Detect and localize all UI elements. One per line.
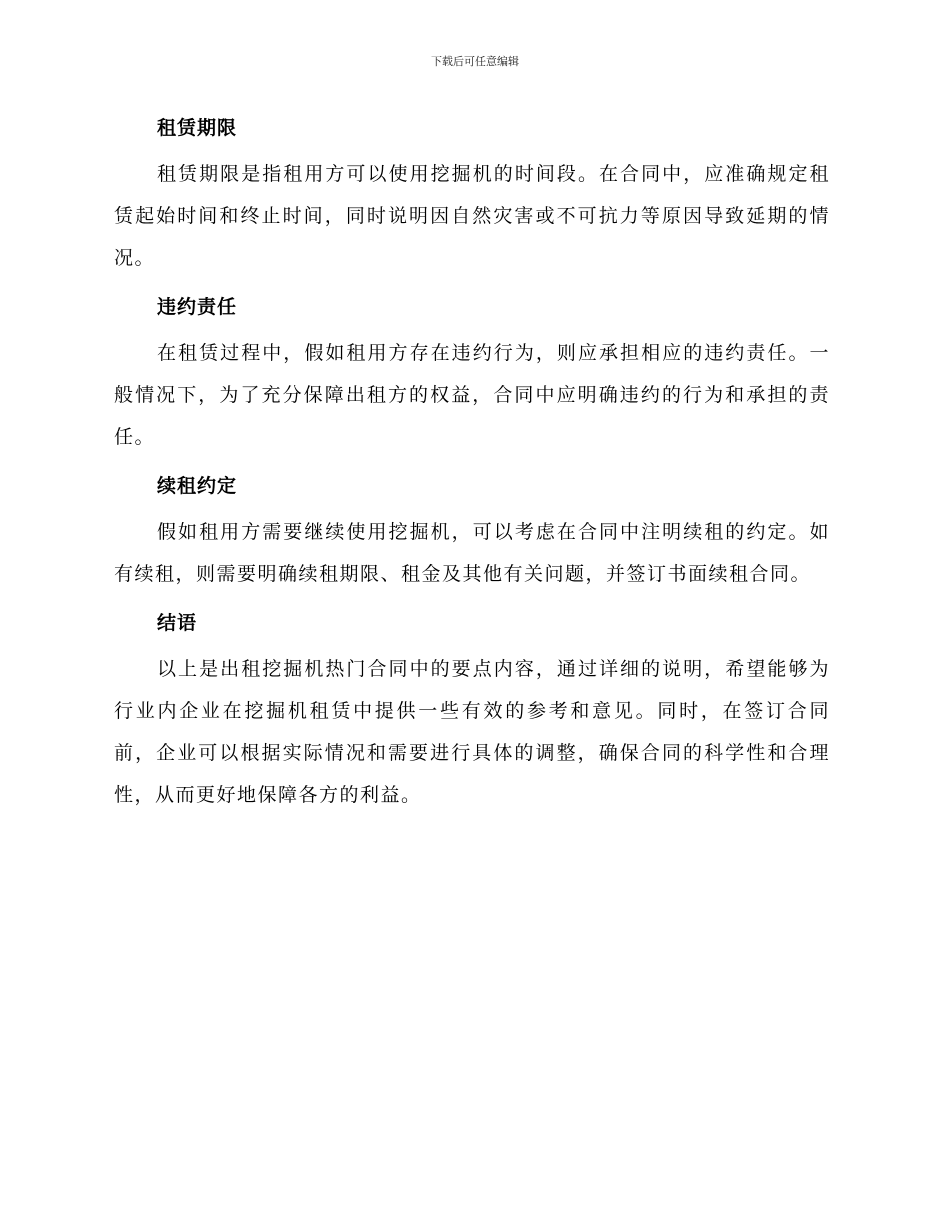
section-lease-term xyxy=(114,110,830,279)
section-paragraph: 租赁期限是指租用方可以使用挖掘机的时间段。在合同中，应准确规定租赁起始时间和终止时间，同时说明因自然灾害或不可抗力等原因导致延期的情况。 xyxy=(114,163,830,269)
section-paragraph: 假如租用方需要继续使用挖掘机，可以考虑在合同中注明续租的约定。如有续租，则需要明确续租期限、租金及其他有关问题，并签订书面续租合同。 xyxy=(114,521,830,585)
section-breach-liability xyxy=(114,289,830,458)
section-title: 违约责任 xyxy=(157,296,238,318)
section-title: 结语 xyxy=(157,612,198,634)
page-header-note: 下载后可任意编辑 xyxy=(431,55,519,68)
section-title: 续租约定 xyxy=(157,475,238,497)
section-paragraph: 以上是出租挖掘机热门合同中的要点内容，通过详细的说明，希望能够为行业内企业在挖掘机租赁中提供一些有效的参考和意见。同时，在签订合同前，企业可以根据实际情况和需要进行具体的调整，确保合同的科学性和合理性，从而更好地保障各方的利益。 xyxy=(114,658,830,806)
section-conclusion xyxy=(114,605,830,816)
section-title: 租赁期限 xyxy=(157,117,238,139)
section-paragraph: 在租赁过程中，假如租用方存在违约行为，则应承担相应的违约责任。一般情况下，为了充分保障出租方的权益，合同中应明确违约的行为和承担的责任。 xyxy=(114,342,830,448)
document-body xyxy=(114,110,830,826)
section-lease-renewal xyxy=(114,468,830,595)
